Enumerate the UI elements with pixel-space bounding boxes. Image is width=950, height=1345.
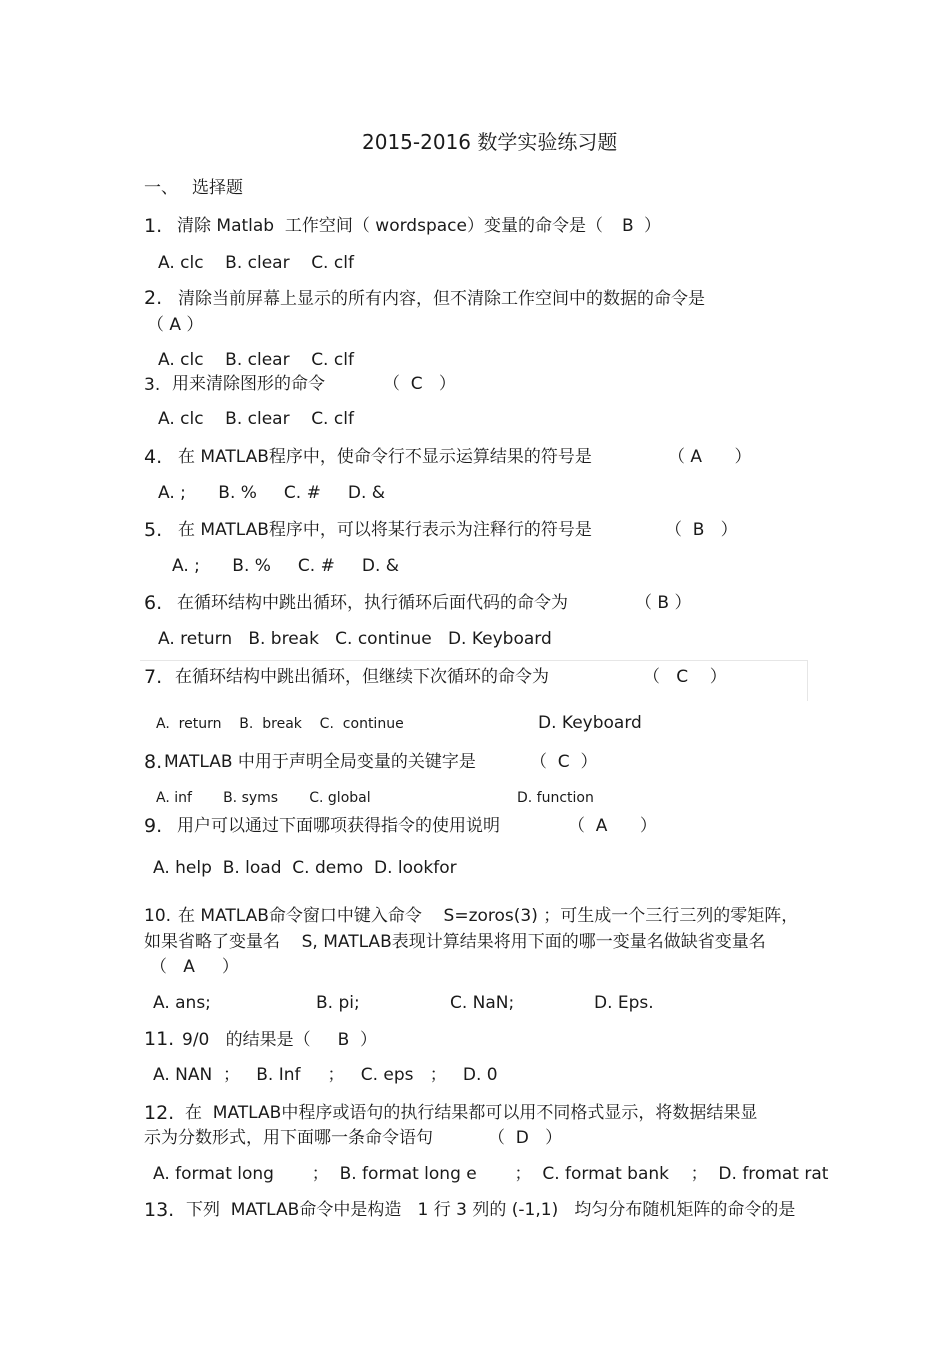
question-3-text: 用来清除图形的命令 bbox=[172, 374, 325, 394]
question-7-text: 在循环结构中跳出循环，但继续下次循环的命令为 bbox=[175, 667, 549, 687]
question-8-text: MATLAB 中用于声明全局变量的关键字是 bbox=[164, 752, 476, 772]
question-1-number: 1. bbox=[144, 215, 163, 237]
question-1-options: A. clc B. clear C. clf bbox=[158, 253, 354, 273]
question-2-answer: （ A ） bbox=[147, 315, 204, 335]
question-5-number: 5. bbox=[144, 519, 163, 541]
question-1-text: 清除 Matlab 工作空间（ wordspace）变量的命令是（ bbox=[177, 216, 603, 236]
question-6-options: A. return B. break C. continue D. Keyboard bbox=[158, 629, 552, 649]
question-1-close: ） bbox=[644, 216, 661, 236]
question-11-options: A. NAN ； B. Inf ； C. eps ； D. 0 bbox=[153, 1065, 498, 1085]
question-10-option-b: B. pi; bbox=[316, 993, 360, 1013]
question-12-text-line2: 示为分数形式，用下面哪一条命令语句 bbox=[144, 1128, 433, 1148]
question-12-number: 12. bbox=[144, 1102, 175, 1124]
question-6-answer: （ B ） bbox=[635, 593, 692, 613]
question-7-answer: （ C ） bbox=[643, 667, 727, 687]
question-13-text: 下列 MATLAB命令中是构造 1 行 3 列的 (-1,1) 均匀分布随机矩阵的命令的是 bbox=[186, 1200, 796, 1220]
question-2-number: 2. bbox=[144, 287, 163, 309]
question-9-options: A. help B. load C. demo D. lookfor bbox=[153, 858, 457, 878]
question-8-options: A. inf B. syms C. global bbox=[156, 790, 371, 806]
question-7-number: 7. bbox=[144, 666, 163, 688]
question-10-answer: （ A ） bbox=[150, 957, 239, 977]
question-11-text: 9/0 的结果是（ B ） bbox=[182, 1030, 378, 1050]
question-12-text: 在 MATLAB中程序或语句的执行结果都可以用不同格式显示，将数据结果显 bbox=[185, 1103, 758, 1123]
question-3-number: 3. bbox=[144, 375, 161, 395]
question-12-answer: （ D ） bbox=[488, 1128, 563, 1148]
question-10-option-c: C. NaN; bbox=[450, 993, 515, 1013]
question-1-answer: B bbox=[622, 216, 634, 236]
question-3-answer: （ C ） bbox=[383, 374, 456, 394]
question-9-text: 用户可以通过下面哪项获得指令的使用说明 bbox=[177, 816, 500, 836]
question-4-number: 4. bbox=[144, 446, 163, 468]
question-5-options: A. ; B. % C. # D. & bbox=[172, 556, 400, 576]
question-3-options: A. clc B. clear C. clf bbox=[158, 409, 354, 429]
question-10-number: 10. bbox=[144, 906, 172, 926]
question-10-text: 在 MATLAB命令窗口中键入命令 S=zoros(3) ；可生成一个三行三列的零矩阵， bbox=[178, 906, 799, 926]
question-9-number: 9. bbox=[144, 815, 163, 837]
question-2-text: 清除当前屏幕上显示的所有内容，但不清除工作空间中的数据的命令是 bbox=[178, 289, 705, 309]
question-4-options: A. ; B. % C. # D. & bbox=[158, 483, 386, 503]
question-4-text: 在 MATLAB程序中，使命令行不显示运算结果的符号是 bbox=[178, 447, 592, 467]
question-10-text-line2: 如果省略了变量名 S, MATLAB表现计算结果将用下面的哪一变量名做缺省变量名 bbox=[144, 932, 766, 952]
section-label: 选择题 bbox=[192, 178, 243, 198]
question-10-option-d: D. Eps. bbox=[594, 993, 654, 1013]
question-7-options: A. return B. break C. continue bbox=[156, 716, 404, 732]
question-12-options: A. format long ； B. format long e ； C. format bank ； D. fromat rat bbox=[153, 1164, 829, 1184]
section-number: 一、 bbox=[144, 178, 178, 198]
question-5-text: 在 MATLAB程序中，可以将某行表示为注释行的符号是 bbox=[178, 520, 592, 540]
question-9-answer: （ A ） bbox=[568, 816, 657, 836]
question-7-option-d: D. Keyboard bbox=[538, 713, 642, 733]
question-13-number: 13. bbox=[144, 1199, 175, 1221]
question-6-number: 6. bbox=[144, 592, 163, 614]
question-8-answer: （ C ） bbox=[530, 752, 598, 772]
question-8-option-d: D. function bbox=[517, 790, 594, 806]
question-5-answer: （ B ） bbox=[665, 520, 738, 540]
question-4-answer: （ A ） bbox=[668, 447, 752, 467]
question-6-text: 在循环结构中跳出循环，执行循环后面代码的命令为 bbox=[177, 593, 568, 613]
question-8-number: 8. bbox=[144, 751, 163, 773]
page-title: 2015-2016 数学实验练习题 bbox=[362, 130, 618, 154]
question-2-options: A. clc B. clear C. clf bbox=[158, 350, 354, 370]
question-11-number: 11. bbox=[144, 1028, 175, 1050]
question-10-option-a: A. ans; bbox=[153, 993, 211, 1013]
